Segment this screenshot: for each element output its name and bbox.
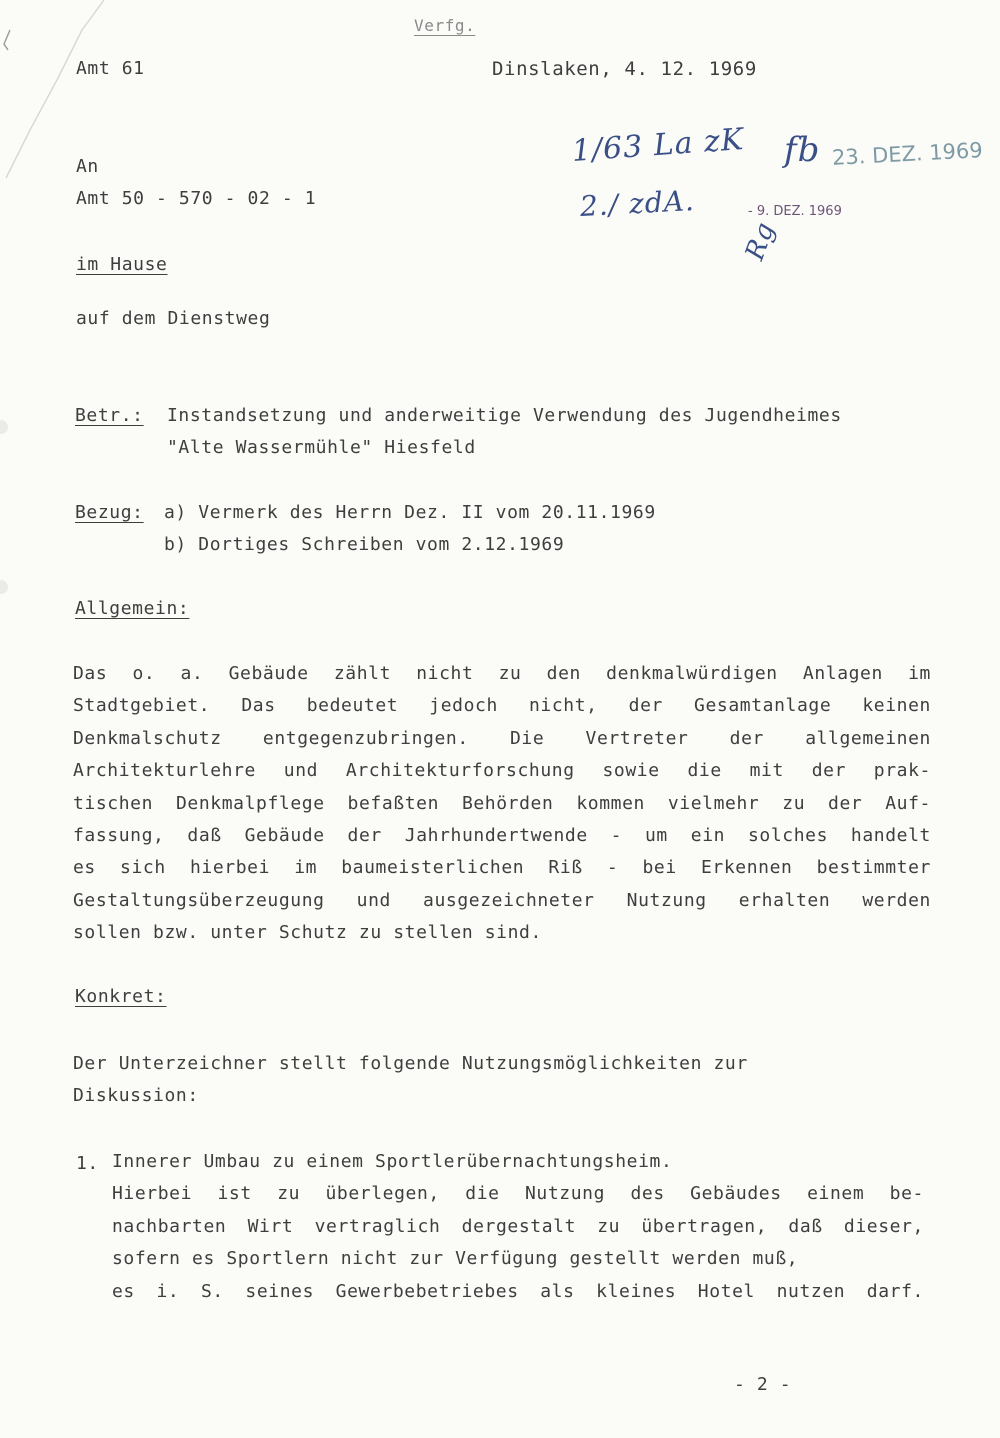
item-1-text xyxy=(112,1146,924,1308)
office-id: Amt 61 xyxy=(76,58,145,79)
betreff-line-1: Instandsetzung und anderweitige Verwendung des Jugendheimes xyxy=(167,405,842,426)
allgemein-paragraph xyxy=(73,658,931,950)
paragraph-line: Gestaltungsüberzeugung und ausgezeichneter Nutzung erhalten werden xyxy=(73,889,931,911)
allgemein-heading: Allgemein: xyxy=(75,598,190,619)
secondary-stamp: - 9. DEZ. 1969 xyxy=(748,204,842,219)
paragraph-line: Architekturlehre und Architekturforschung sowie die mit der prak- xyxy=(73,760,931,782)
bezug-a: a) Vermerk des Herrn Dez. II vom 20.11.1969 xyxy=(164,502,656,523)
handwritten-initials: Rg xyxy=(739,217,782,265)
paragraph-line: tischen Denkmalpflege befaßten Behörden kommen vielmehr zu der Auf- xyxy=(73,792,931,814)
im-hause: im Hause xyxy=(76,254,168,275)
paragraph-line: es sich hierbei im baumeisterlichen Riß - bei Erkennen bestimmter xyxy=(73,857,931,879)
bezug-label: Bezug: xyxy=(75,502,144,523)
recipient-an: An xyxy=(76,156,99,177)
bezug-b: b) Dortiges Schreiben vom 2.12.1969 xyxy=(164,534,565,555)
betreff-label: Betr.: xyxy=(75,405,144,426)
punch-holes xyxy=(0,420,14,620)
item-line: sofern es Sportlern nicht zur Verfügung gestellt werden muß, xyxy=(112,1248,799,1270)
paragraph-line: fassung, daß Gebäude der Jahrhundertwende - um ein solches handelt xyxy=(73,824,931,846)
verfg-label: Verfg. xyxy=(414,16,476,35)
paragraph-line: sollen bzw. unter Schutz zu stellen sind. xyxy=(73,922,542,944)
received-stamp: 23. DEZ. 1969 xyxy=(831,138,984,170)
handwritten-note-1-suffix: fb xyxy=(784,130,821,170)
place-date: Dinslaken, 4. 12. 1969 xyxy=(492,58,757,80)
konkret-intro: Der Unterzeichner stellt folgende Nutzungsmöglichkeiten zur Diskussion: xyxy=(73,1053,748,1107)
item-line: es i. S. seines Gewerbebetriebes als kleines Hotel nutzen darf. xyxy=(112,1280,924,1302)
konkret-heading: Konkret: xyxy=(75,986,167,1007)
dienstweg: auf dem Dienstweg xyxy=(76,308,271,329)
item-line: nachbarten Wirt vertraglich dergestalt zu übertragen, daß dieser, xyxy=(112,1215,924,1237)
item-line: Innerer Umbau zu einem Sportlerübernachtungsheim. xyxy=(112,1151,673,1172)
handwritten-note-2: 2./ zdA. xyxy=(579,184,696,223)
item-line: Hierbei ist zu überlegen, die Nutzung des Gebäudes einem be- xyxy=(112,1183,924,1205)
item-1-number: 1. xyxy=(76,1153,99,1174)
betreff-line-2: "Alte Wassermühle" Hiesfeld xyxy=(167,437,476,458)
handwritten-note-1: 1/63 La zK xyxy=(570,122,746,169)
page-continuation-marker: - 2 - xyxy=(734,1374,792,1395)
paragraph-line: Das o. a. Gebäude zählt nicht zu den denkmalwürdigen Anlagen im xyxy=(73,663,931,684)
paragraph-line: Stadtgebiet. Das bedeutet jedoch nicht, der Gesamtanlage keinen xyxy=(73,695,931,717)
paragraph-line: Denkmalschutz entgegenzubringen. Die Vertreter der allgemeinen xyxy=(73,727,931,749)
recipient-office: Amt 50 - 570 - 02 - 1 xyxy=(76,188,317,209)
